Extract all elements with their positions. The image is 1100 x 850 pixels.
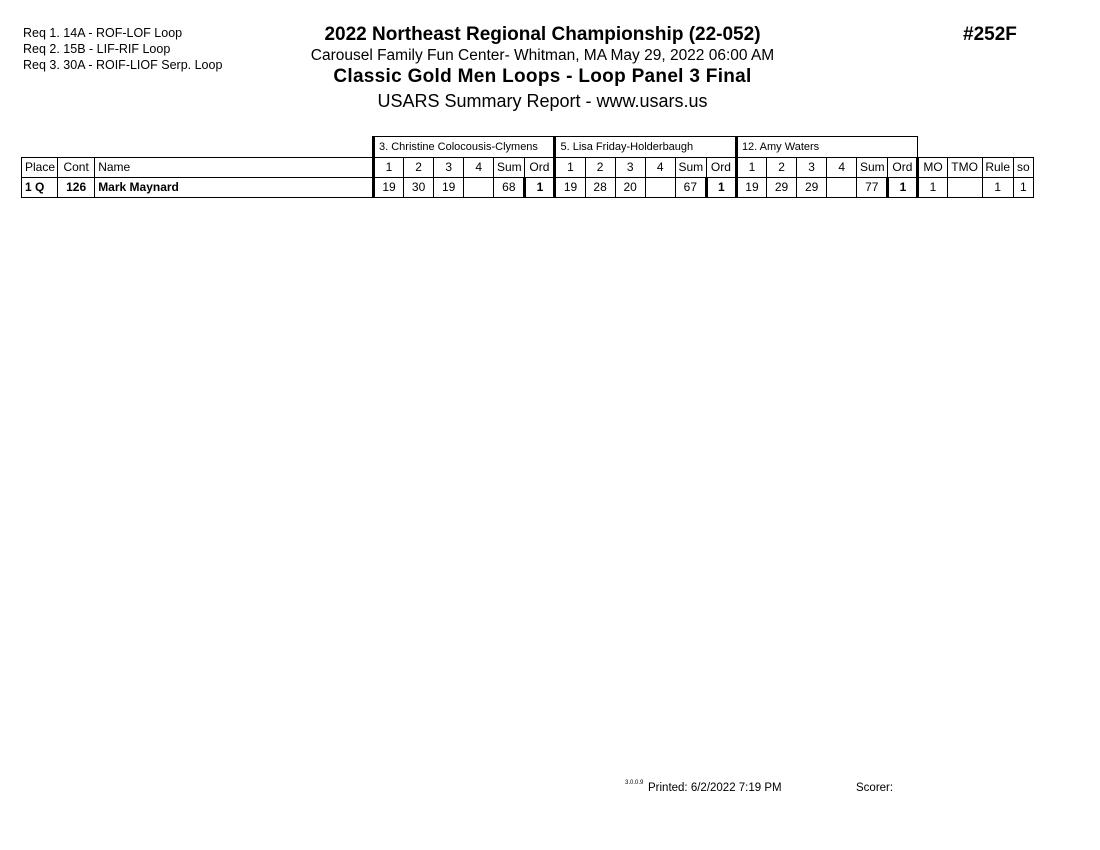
results-table	[21, 136, 1034, 198]
cell-j3-score-3: 29	[797, 178, 827, 198]
cell-mo: 1	[918, 178, 947, 198]
venue-date: Carousel Family Fun Center- Whitman, MA May 29, 2022 06:00 AM	[310, 47, 775, 64]
col-cont: Cont	[58, 158, 95, 178]
cell-j2-score-1: 19	[555, 178, 585, 198]
col-name: Name	[95, 158, 374, 178]
col-place: Place	[22, 158, 58, 178]
col-j2-ord: Ord	[706, 158, 736, 178]
cell-so: 1	[1013, 178, 1033, 198]
table-row	[22, 178, 1034, 198]
cell-j1-score-2: 30	[404, 178, 434, 198]
event-title: Classic Gold Men Loops - Loop Panel 3 Final	[333, 66, 752, 87]
col-tmo: TMO	[947, 158, 982, 178]
col-j3-sum: Sum	[857, 158, 888, 178]
col-j2-score-4: 4	[645, 158, 675, 178]
scorer-label: Scorer:	[856, 782, 894, 794]
report-subtitle: USARS Summary Report - www.usars.us	[377, 91, 708, 111]
requirement-1: Req 1. 14A - ROF-LOF Loop	[23, 26, 183, 40]
col-j3-ord: Ord	[888, 158, 918, 178]
col-j3-score-1: 1	[736, 158, 766, 178]
judge-3-name: 12. Amy Waters	[736, 137, 918, 158]
cell-j1-sum: 68	[494, 178, 525, 198]
report-header	[290, 24, 795, 113]
col-j2-score-3: 3	[615, 158, 645, 178]
col-j3-score-3: 3	[797, 158, 827, 178]
requirement-2: Req 2. 15B - LIF-RIF Loop	[23, 42, 171, 56]
col-j1-ord: Ord	[525, 158, 555, 178]
cell-j2-sum: 67	[675, 178, 706, 198]
judge-2-name: 5. Lisa Friday-Holderbaugh	[555, 137, 736, 158]
cell-j1-ord: 1	[525, 178, 555, 198]
cell-rule: 1	[982, 178, 1013, 198]
col-j3-score-2: 2	[767, 158, 797, 178]
col-j1-sum: Sum	[494, 158, 525, 178]
col-j2-score-2: 2	[585, 158, 615, 178]
cell-j3-ord: 1	[888, 178, 918, 198]
col-j1-score-4: 4	[464, 158, 494, 178]
col-mo: MO	[918, 158, 947, 178]
cell-skater-name: Mark Maynard	[95, 178, 374, 198]
col-so: so	[1013, 158, 1033, 178]
col-j1-score-2: 2	[404, 158, 434, 178]
printed-timestamp: Printed: 6/2/2022 7:19 PM	[648, 782, 782, 794]
judge-1-name: 3. Christine Colocousis-Clymens	[373, 137, 554, 158]
version-mark: 3.0.0.9	[625, 780, 644, 786]
cell-place: 1 Q	[22, 178, 58, 198]
judges-row	[22, 137, 1034, 158]
cell-j1-score-3: 19	[434, 178, 464, 198]
cell-j2-score-3: 20	[615, 178, 645, 198]
col-j2-sum: Sum	[675, 158, 706, 178]
event-number: #252F	[963, 24, 1017, 45]
col-j1-score-1: 1	[373, 158, 403, 178]
col-j3-score-4: 4	[827, 158, 857, 178]
column-header-row	[22, 158, 1034, 178]
competition-title: 2022 Northeast Regional Championship (22-052)	[324, 24, 761, 45]
cell-j1-score-1: 19	[373, 178, 403, 198]
cell-j3-score-2: 29	[767, 178, 797, 198]
cell-j3-score-1: 19	[736, 178, 766, 198]
cell-cont: 126	[58, 178, 95, 198]
cell-tmo	[947, 178, 982, 198]
cell-j3-sum: 77	[857, 178, 888, 198]
requirement-3: Req 3. 30A - ROIF-LIOF Serp. Loop	[23, 58, 223, 72]
cell-j2-score-2: 28	[585, 178, 615, 198]
cell-j1-score-4	[464, 178, 494, 198]
cell-j2-ord: 1	[706, 178, 736, 198]
col-j2-score-1: 1	[555, 158, 585, 178]
col-j1-score-3: 3	[434, 158, 464, 178]
requirements-list	[23, 25, 222, 73]
col-rule: Rule	[982, 158, 1013, 178]
cell-j2-score-4	[645, 178, 675, 198]
cell-j3-score-4	[827, 178, 857, 198]
